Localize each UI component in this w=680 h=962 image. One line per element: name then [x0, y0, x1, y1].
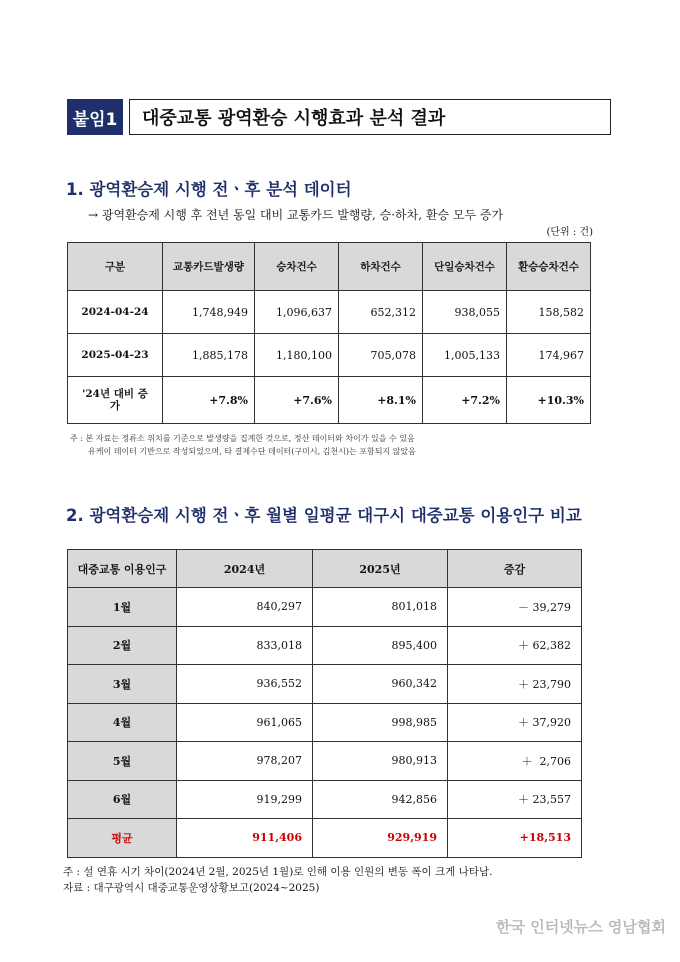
table-row [68, 780, 582, 819]
table-cell: 895,400 [313, 626, 448, 665]
section1-title: 1. 광역환승제 시행 전ㆍ후 분석 데이터 [66, 180, 352, 199]
rate-cell: +8.1% [339, 377, 423, 424]
table-cell: 158,582 [507, 291, 591, 334]
table-cell: 929,919 [313, 819, 448, 858]
increase-rate-row [68, 377, 591, 424]
transfer-analysis-table [67, 242, 591, 424]
rate-cell: +7.8% [163, 377, 255, 424]
col-header: 승차건수 [255, 243, 339, 291]
rate-cell: +7.2% [423, 377, 507, 424]
footnote-line: 주 : 설 연휴 시기 차이(2024년 2월, 2025년 1월)로 인해 이용 인원의 변동 폭이 크게 나타남. [63, 866, 493, 878]
col-header: 2025년 [313, 550, 448, 588]
source-line: 자료 : 대구광역시 대중교통운영상황보고(2024~2025) [63, 882, 320, 894]
section2-footnote [63, 864, 492, 896]
month-label: 3월 [68, 665, 177, 704]
month-label: 4월 [68, 703, 177, 742]
change-cell: ＋ 62,382 [448, 626, 582, 665]
table-cell: 1,885,178 [163, 334, 255, 377]
col-header: 교통카드발생량 [163, 243, 255, 291]
table-cell: 1,180,100 [255, 334, 339, 377]
month-label: 2월 [68, 626, 177, 665]
table-row [68, 703, 582, 742]
col-header: 환승승차건수 [507, 243, 591, 291]
col-header: 대중교통 이용인구 [68, 550, 177, 588]
monthly-ridership-table [67, 549, 582, 858]
month-label: 1월 [68, 588, 177, 627]
row-label: 2025-04-23 [68, 334, 163, 377]
unit-label: (단위 : 건) [546, 227, 593, 238]
table-cell: 978,207 [177, 742, 313, 781]
table-row [68, 665, 582, 704]
row-label: 2024-04-24 [68, 291, 163, 334]
attachment-tag: 붙임1 [67, 99, 123, 135]
table-header-row [68, 243, 591, 291]
change-cell: － 39,279 [448, 588, 582, 627]
table-cell: 960,342 [313, 665, 448, 704]
month-label: 6월 [68, 780, 177, 819]
table-cell: 705,078 [339, 334, 423, 377]
table-cell: 919,299 [177, 780, 313, 819]
col-header: 단일승차건수 [423, 243, 507, 291]
watermark: 한국 인터넷뉴스 영남협회 [496, 918, 666, 936]
table-cell: 942,856 [313, 780, 448, 819]
rate-cell: +7.6% [255, 377, 339, 424]
change-cell: ＋ 23,790 [448, 665, 582, 704]
table-cell: 840,297 [177, 588, 313, 627]
table-cell: 1,005,133 [423, 334, 507, 377]
table-row [68, 588, 582, 627]
section2-title: 2. 광역환승제 시행 전ㆍ후 월별 일평균 대구시 대중교통 이용인구 비교 [66, 506, 582, 525]
table-cell: 980,913 [313, 742, 448, 781]
section1-footnote [70, 432, 416, 458]
average-label: 평균 [68, 819, 177, 858]
table-cell: 1,096,637 [255, 291, 339, 334]
table-cell: 911,406 [177, 819, 313, 858]
table-cell: 1,748,949 [163, 291, 255, 334]
table-cell: 998,985 [313, 703, 448, 742]
month-label: 5월 [68, 742, 177, 781]
table-header-row [68, 550, 582, 588]
change-cell: ＋ 23,557 [448, 780, 582, 819]
change-cell: ＋ 2,706 [448, 742, 582, 781]
section1-summary: → 광역환승제 시행 후 전년 동일 대비 교통카드 발행량, 승·하차, 환승 모두 증가 [88, 208, 504, 222]
table-row [68, 291, 591, 334]
table-cell: 833,018 [177, 626, 313, 665]
average-row [68, 819, 582, 858]
rate-cell: +10.3% [507, 377, 591, 424]
attachment-header [67, 99, 611, 135]
table-cell: 936,552 [177, 665, 313, 704]
footnote-line: 주 : 본 자료는 정류소 위치를 기준으로 발생량을 집계한 것으로, 정산 데이터와 차이가 있을 수 있음 [70, 434, 415, 443]
table-row [68, 742, 582, 781]
table-cell: 174,967 [507, 334, 591, 377]
col-header: 증감 [448, 550, 582, 588]
table-cell: 961,065 [177, 703, 313, 742]
table-row [68, 626, 582, 665]
col-header: 구분 [68, 243, 163, 291]
change-cell: ＋ 37,920 [448, 703, 582, 742]
col-header: 하차건수 [339, 243, 423, 291]
row-label: '24년 대비 증가 [68, 377, 163, 424]
table-row [68, 334, 591, 377]
col-header: 2024년 [177, 550, 313, 588]
table-cell: 652,312 [339, 291, 423, 334]
document-title: 대중교통 광역환승 시행효과 분석 결과 [129, 99, 611, 135]
table-cell: 801,018 [313, 588, 448, 627]
change-cell: +18,513 [448, 819, 582, 858]
footnote-line: 유케이 데이터 기반으로 작성되었으며, 타 결제수단 데이터(구미시, 김천시)는 포함되지 않았음 [88, 447, 416, 456]
table-cell: 938,055 [423, 291, 507, 334]
